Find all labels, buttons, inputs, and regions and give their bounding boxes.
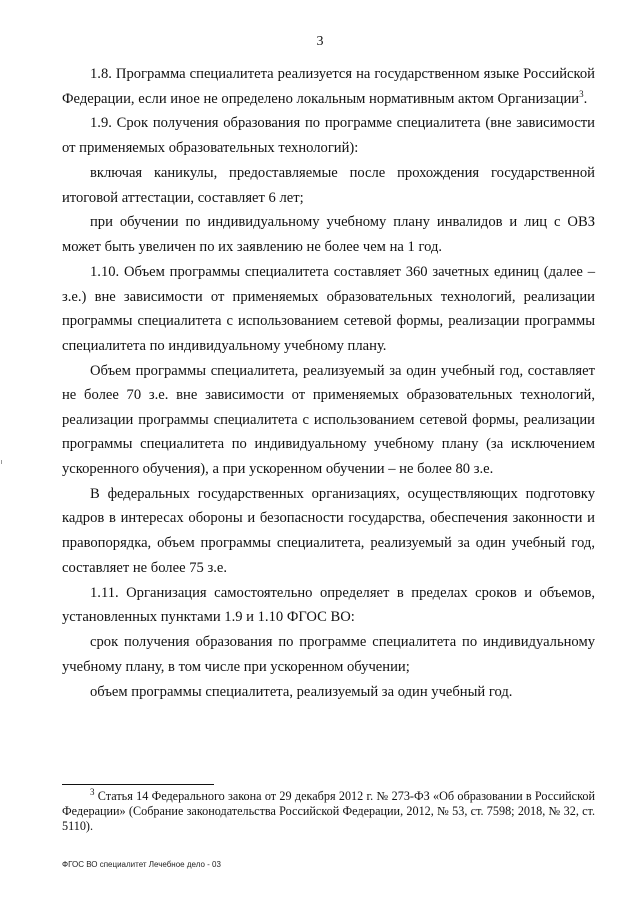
page-footer: ФГОС ВО специалитет Лечебное дело - 03 — [62, 860, 221, 869]
footnote-text: Статья 14 Федерального закона от 29 декабря 2012 г. № 273-ФЗ «Об образовании в Российской Федерации» (Собрание законодательства Российской Федерации, 2012, № 53, ст. 7598; 2018, № 32, ст. 5110). — [62, 789, 595, 834]
paragraph-1-11: 1.11. Организация самостоятельно определяет в пределах сроков и объемов, установленных пунктами 1.9 и 1.10 ФГОС ВО: — [62, 584, 595, 626]
margin-mark — [1, 460, 2, 464]
paragraph-1-9: 1.9. Срок получения образования по программе специалитета (вне зависимости от применяемых образовательных технологий): — [62, 115, 595, 157]
paragraph-1-8 — [62, 62, 595, 111]
paragraph-1-10-annual-volume: Объем программы специалитета, реализуемый за один учебный год, составляет не более 70 з.е. вне зависимости от применяемых образовательных технологий, реализации программы специалитета с использованием сетевой формы, реализации программы специалитета по индивидуальному учебному плану (за исключением ускоренного обучения), а при ускоренном обучении – не более 80 з.е. — [62, 362, 595, 477]
footnote-marker: 3 — [90, 786, 95, 797]
footnote — [62, 786, 595, 835]
paragraph-tail: . — [583, 90, 588, 107]
paragraph-1-10: 1.10. Объем программы специалитета составляет 360 зачетных единиц (далее – з.е.) вне зависимости от применяемых образовательных технологий, реализации программы специалитета с использованием сетевой формы, реализации программы специалитета по индивидуальному учебному плану. — [62, 263, 595, 354]
page-number: 3 — [316, 34, 324, 49]
paragraph-1-9-holidays: включая каникулы, предоставляемые после прохождения государственной итоговой аттестации, составляет 6 лет; — [62, 164, 595, 206]
document-body — [62, 62, 595, 704]
footnote-ref: 3 — [579, 88, 584, 99]
paragraph-1-11-term: срок получения образования по программе специалитета по индивидуальному учебному плану, в том числе при ускоренном обучении; — [62, 634, 595, 675]
paragraph-1-9-individual-plan: при обучении по индивидуальному учебному плану инвалидов и лиц с ОВЗ может быть увеличен по их заявлению не более чем на 1 год. — [62, 214, 595, 256]
paragraph-1-11-volume: объем программы специалитета, реализуемый за один учебный год. — [90, 683, 513, 700]
footnote-separator — [62, 784, 214, 785]
paragraph-1-10-federal-orgs: В федеральных государственных организациях, осуществляющих подготовку кадров в интересах обороны и безопасности государства, обеспечения законности и правопорядка, объем программы специалитета, реализуемый за один учебный год, составляет не более 75 з.е. — [62, 485, 595, 576]
paragraph-text: 1.8. Программа специалитета реализуется на государственном языке Российской Федерации, если иное не определено локальным нормативным актом Организации — [62, 66, 595, 107]
